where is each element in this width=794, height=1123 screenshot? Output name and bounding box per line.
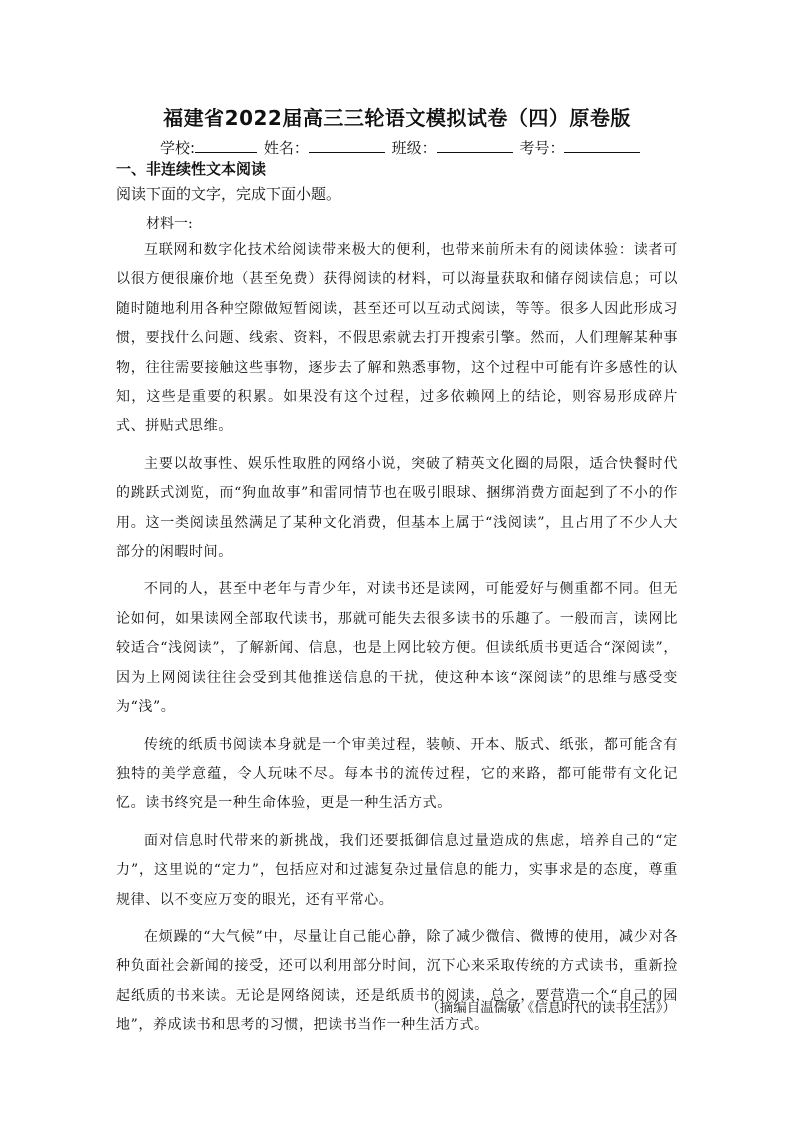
exam-number-blank [564, 136, 640, 153]
article-paragraph: 主要以故事性、娱乐性取胜的网络小说，突破了精英文化圈的局限，适合快餐时代的跳跃式浏览，而“狗血故事”和雷同情节也在吸引眼球、捆绑消费方面起到了不小的作用。这一类阅读虽然满足了某种文化消费，但基本上属于“浅阅读”，且占用了不少人大部分的闲暇时间。 [116, 455, 678, 561]
article-paragraph: 面对信息时代带来的新挑战，我们还要抵御信息过量造成的焦虑，培养自己的“定力”，这里说的“定力”，包括应对和过滤复杂过量信息的能力，实事求是的态度，尊重规律、以不变应万变的眼光，还有平常心。 [116, 832, 678, 908]
source-citation: （摘编自温儒敏《信息时代的读书生活》） [426, 1000, 676, 1016]
class-label: 班级： [391, 139, 437, 157]
school-label: 学校: [160, 139, 196, 157]
article-body [116, 236, 678, 1049]
school-blank [195, 136, 257, 153]
instruction-text: 阅读下面的文字，完成下面小题。 [116, 185, 342, 203]
article-paragraph: 在烦躁的“大气候”中，尽量让自己能心静，除了减少微信、微博的使用，减少对各种负面社会新闻的接受，还可以利用部分时间，沉下心来采取传统的方式读书，重新捡起纸质的书来读。无论是网络阅读，还是纸质书的阅读，总之，要营造一个“自己的园地”，养成读书和思考的习惯，把读书当作一种生活方式。 [116, 928, 678, 1034]
name-label: 姓名： [263, 139, 309, 157]
article-paragraph: 不同的人，甚至中老年与青少年，对读书还是读网，可能爱好与侧重都不同。但无论如何，如果读网全部取代读书，那就可能失去很多读书的乐趣了。一般而言，读网比较适合“浅阅读”，了解新闻、信息，也是上网比较方便。但读纸质书更适合“深阅读”，因为上网阅读往往会受到其他推送信息的干扰，使这种本该“深阅读”的思维与感受变为“浅”。 [116, 581, 678, 716]
section-heading: 一、非连续性文本阅读 [116, 160, 267, 178]
material-label: 材料一: [146, 216, 193, 232]
exam-number-label: 考号： [519, 139, 565, 157]
article-paragraph: 互联网和数字化技术给阅读带来极大的便利，也带来前所未有的阅读体验：读者可以很方便很廉价地（甚至免费）获得阅读的材料，可以海量获取和储存阅读信息；可以随时随地利用各种空隙做短暂阅读，甚至还可以互动式阅读，等等。很多人因此形成习惯，要找什么问题、线索、资料，不假思索就去打开搜索引擎。然而，人们理解某种事物，往往需要接触这些事物，逐步去了解和熟悉事物，这个过程中可能有许多感性的认知，这些是重要的积累。如果没有这个过程，过多依赖网上的结论，则容易形成碎片式、拼贴式思维。 [116, 242, 678, 435]
name-blank [309, 136, 385, 153]
student-info-line [160, 136, 642, 159]
class-blank [437, 136, 513, 153]
article-paragraph: 传统的纸质书阅读本身就是一个审美过程，装帧、开本、版式、纸张，都可能含有独特的美学意蕴，令人玩味不尽。每本书的流传过程，它的来路，都可能带有文化记忆。读书终究是一种生命体验，更是一种生活方式。 [116, 736, 678, 812]
page-title: 福建省2022届高三三轮语文模拟试卷（四）原卷版 [163, 106, 631, 130]
